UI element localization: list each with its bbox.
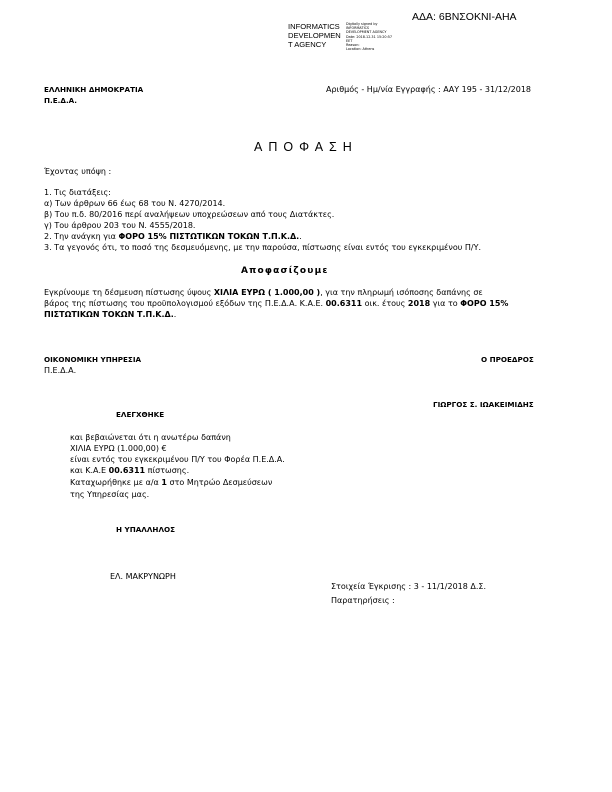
financial-service-label: ΟΙΚΟΝΟΜΙΚΗ ΥΠΗΡΕΣΙΑ xyxy=(44,355,142,364)
approval-line xyxy=(44,288,483,297)
employee-name: ΕΛ. ΜΑΚΡΥΝΩΡΗ xyxy=(110,572,176,581)
stamp-line: INFORMATICS xyxy=(346,26,370,31)
issuer-country: ΕΛΛΗΝΙΚΗ ΔΗΜΟΚΡΑΤΙΑ xyxy=(44,85,144,94)
stamp-line: Date: 2018.12.31 15:20:57 xyxy=(346,34,393,39)
provision-line: β) Του π.δ. 80/2016 περί αναλήψεων υποχρεώσεων από τους Διατάκτες. xyxy=(44,210,335,219)
fiscal-year: 2018 xyxy=(407,299,431,308)
provision-line: 1. Τις διατάξεις: xyxy=(44,188,111,197)
registry-number: 1 xyxy=(161,478,167,487)
registration-number: Αριθμός - Ημ/νία Εγγραφής : ΑΑΥ 195 - 31/12/2018 xyxy=(326,85,532,94)
check-line: και βεβαιώνεται ότι η ανωτέρω δαπάνη xyxy=(70,433,231,442)
logo-text xyxy=(288,22,341,49)
text-part: , για την πληρωμή ισόποσης δαπάνης σε xyxy=(320,288,483,297)
check-line: της Υπηρεσίας μας. xyxy=(70,490,150,499)
text-part: . xyxy=(173,310,177,319)
check-line: ΧΙΛΙΑ ΕΥΡΩ (1.000,00) € xyxy=(70,444,167,453)
provision-line: 3. Τα γεγονός ότι, το ποσό της δεσμευόμενης, με την παρούσα, πίστωσης είναι εντός του εγκεκριμένου Π/Υ. xyxy=(44,243,482,252)
president-name: ΓΙΩΡΓΟΣ Σ. ΙΩΑΚΕΙΜΙΔΗΣ xyxy=(433,400,534,409)
text-part: οικ. έτους xyxy=(362,299,408,308)
approval-line xyxy=(44,299,508,308)
stamp-line: Digitally signed by xyxy=(346,22,378,26)
amount: ΧΙΛΙΑ ΕΥΡΩ ( 1.000,00 ) xyxy=(213,288,321,297)
stamp-line: Reason: xyxy=(346,43,360,48)
need-description: ΦΟΡΟ 15% xyxy=(460,299,509,308)
stamp-line: EET xyxy=(346,38,353,43)
check-line: είναι εντός του εγκεκριμένου Π/Υ του Φορέα Π.Ε.Δ.Α. xyxy=(70,455,285,464)
text-part: για το xyxy=(430,299,461,308)
text-part: στο Μητρώο Δεσμεύσεων xyxy=(166,478,273,487)
remarks-label: Παρατηρήσεις : xyxy=(331,596,395,605)
text-part: βάρος της πίστωσης του προϋπολογισμού εξόδων της Π.Ε.Δ.Α. Κ.Α.Ε. xyxy=(44,299,326,308)
approval-details: Στοιχεία Έγκρισης : 3 - 11/1/2018 Δ.Σ. xyxy=(331,582,486,591)
stamp-line: DEVELOPMENT AGENCY xyxy=(346,30,387,35)
checked-heading: ΕΛΕΓΧΘΗΚΕ xyxy=(116,410,165,419)
stamp-line: Location: Athens xyxy=(346,47,375,52)
employee-label: Η ΥΠΑΛΛΗΛΟΣ xyxy=(116,525,176,534)
issuer-org: Π.Ε.Δ.Α. xyxy=(44,96,77,105)
provision-line xyxy=(44,232,302,241)
text-part: και Κ.Α.Ε xyxy=(70,466,109,475)
need-description: ΦΟΡΟ 15% ΠΙΣΤΩΤΙΚΩΝ ΤΟΚΩΝ Τ.Π.Κ.Δ. xyxy=(118,232,300,241)
text-part: πίστωσης. xyxy=(145,466,190,475)
digital-signature-stamp xyxy=(346,22,392,51)
logo-line: DEVELOPMEN xyxy=(288,31,341,40)
check-line xyxy=(70,478,272,487)
provision-line: γ) Του άρθρου 203 του Ν. 4555/2018. xyxy=(44,221,196,230)
text-part: . xyxy=(299,232,302,241)
approval-line xyxy=(44,310,176,319)
financial-service-org: Π.Ε.Δ.Α. xyxy=(44,366,77,375)
decision-heading: Αποφασίζουμε xyxy=(241,266,329,276)
intro-text: Έχοντας υπόψη : xyxy=(44,167,112,176)
logo-line: INFORMATICS xyxy=(288,22,340,31)
provision-line: α) Των άρθρων 66 έως 68 του Ν. 4270/2014. xyxy=(44,199,226,208)
text-part: Εγκρίνουμε τη δέσμευση πίστωσης ύψους xyxy=(44,288,214,297)
kae-code: 00.6311 xyxy=(108,466,146,475)
text-part: 2. Την ανάγκη για xyxy=(44,232,119,241)
kae-code: 00.6311 xyxy=(325,299,363,308)
text-part: Καταχωρήθηκε με α/α xyxy=(70,478,162,487)
need-description: ΠΙΣΤΩΤΙΚΩΝ ΤΟΚΩΝ Τ.Π.Κ.Δ. xyxy=(44,310,174,319)
page-title: ΑΠΟΦΑΣΗ xyxy=(254,140,358,154)
president-label: Ο ΠΡΟΕΔΡΟΣ xyxy=(481,355,534,364)
check-line xyxy=(70,466,189,475)
logo-line: T AGENCY xyxy=(288,40,327,49)
ada-code: ΑΔΑ: 6ΒΝΣΟΚΝΙ-ΑΗΑ xyxy=(412,11,517,23)
